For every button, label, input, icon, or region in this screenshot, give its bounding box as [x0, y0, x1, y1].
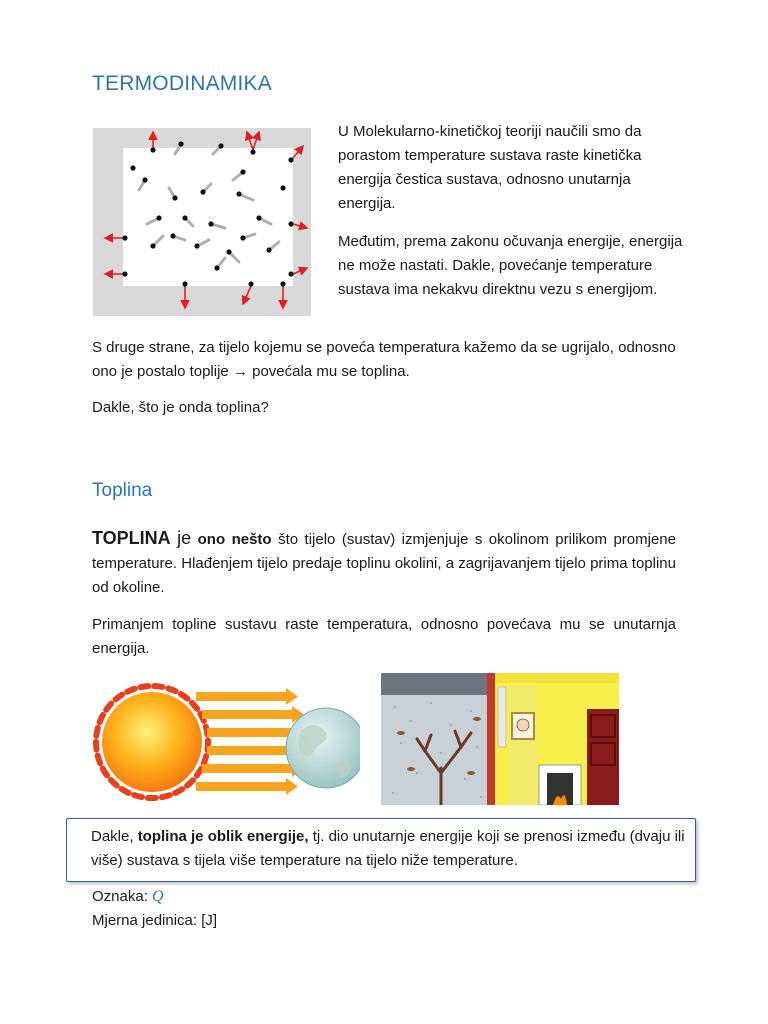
page-title: TERMODINAMIKA	[92, 72, 272, 95]
right-arrow-icon: →	[232, 363, 248, 380]
definition-emphasis: ono nešto	[197, 531, 272, 548]
symbol-q: Q	[152, 888, 164, 905]
definition-box-text: Dakle, toplina je oblik energije, tj. dio unutarnje energije koji se prenosi između (dvaju ili više) sustava s tijela više temperature na tijelo niže temperature.	[91, 828, 685, 869]
definition-paragraph: TOPLINA je ono nešto što tijelo (sustav) izmjenjuje s okolinom prilikom promjene temperature. Hlađenjem tijelo predaje toplinu okolini, a zagrijavanjem tijelo prima toplinu od okoline.	[92, 528, 676, 596]
intro-paragraph-2: Međutim, prema zakonu očuvanja energije, energija ne može nastati. Dakle, povećanje temperature sustava ima nekakvu direktnu vezu s energijom.	[338, 233, 683, 298]
intro-question: Dakle, što je onda toplina?	[92, 399, 269, 416]
section-paragraph-2: Primanjem topline sustavu raste temperatura, odnosno povećava mu se unutarnja energija.	[92, 616, 676, 657]
winter-room-illustration	[381, 673, 619, 805]
unit-line: Mjerna jedinica: [J]	[92, 912, 218, 929]
symbol-line: Oznaka: Q	[92, 888, 164, 905]
definition-term: TOPLINA	[92, 528, 171, 548]
intro-paragraph-3: S druge strane, za tijelo kojemu se poveća temperatura kažemo da se ugrijalo, odnosno ono je postalo toplije → povećala mu se toplina.	[92, 339, 676, 380]
section-title: Toplina	[92, 480, 153, 501]
particles-figure	[93, 128, 311, 316]
definition-box-bold: toplina je oblik energije,	[137, 828, 309, 845]
intro-paragraph-1: U Molekularno-kinetičkoj teoriji naučili smo da porastom temperature sustava raste kinetička energija čestica sustava, odnosno unutarnja energija.	[338, 123, 642, 212]
sun-earth-illustration	[92, 670, 360, 808]
